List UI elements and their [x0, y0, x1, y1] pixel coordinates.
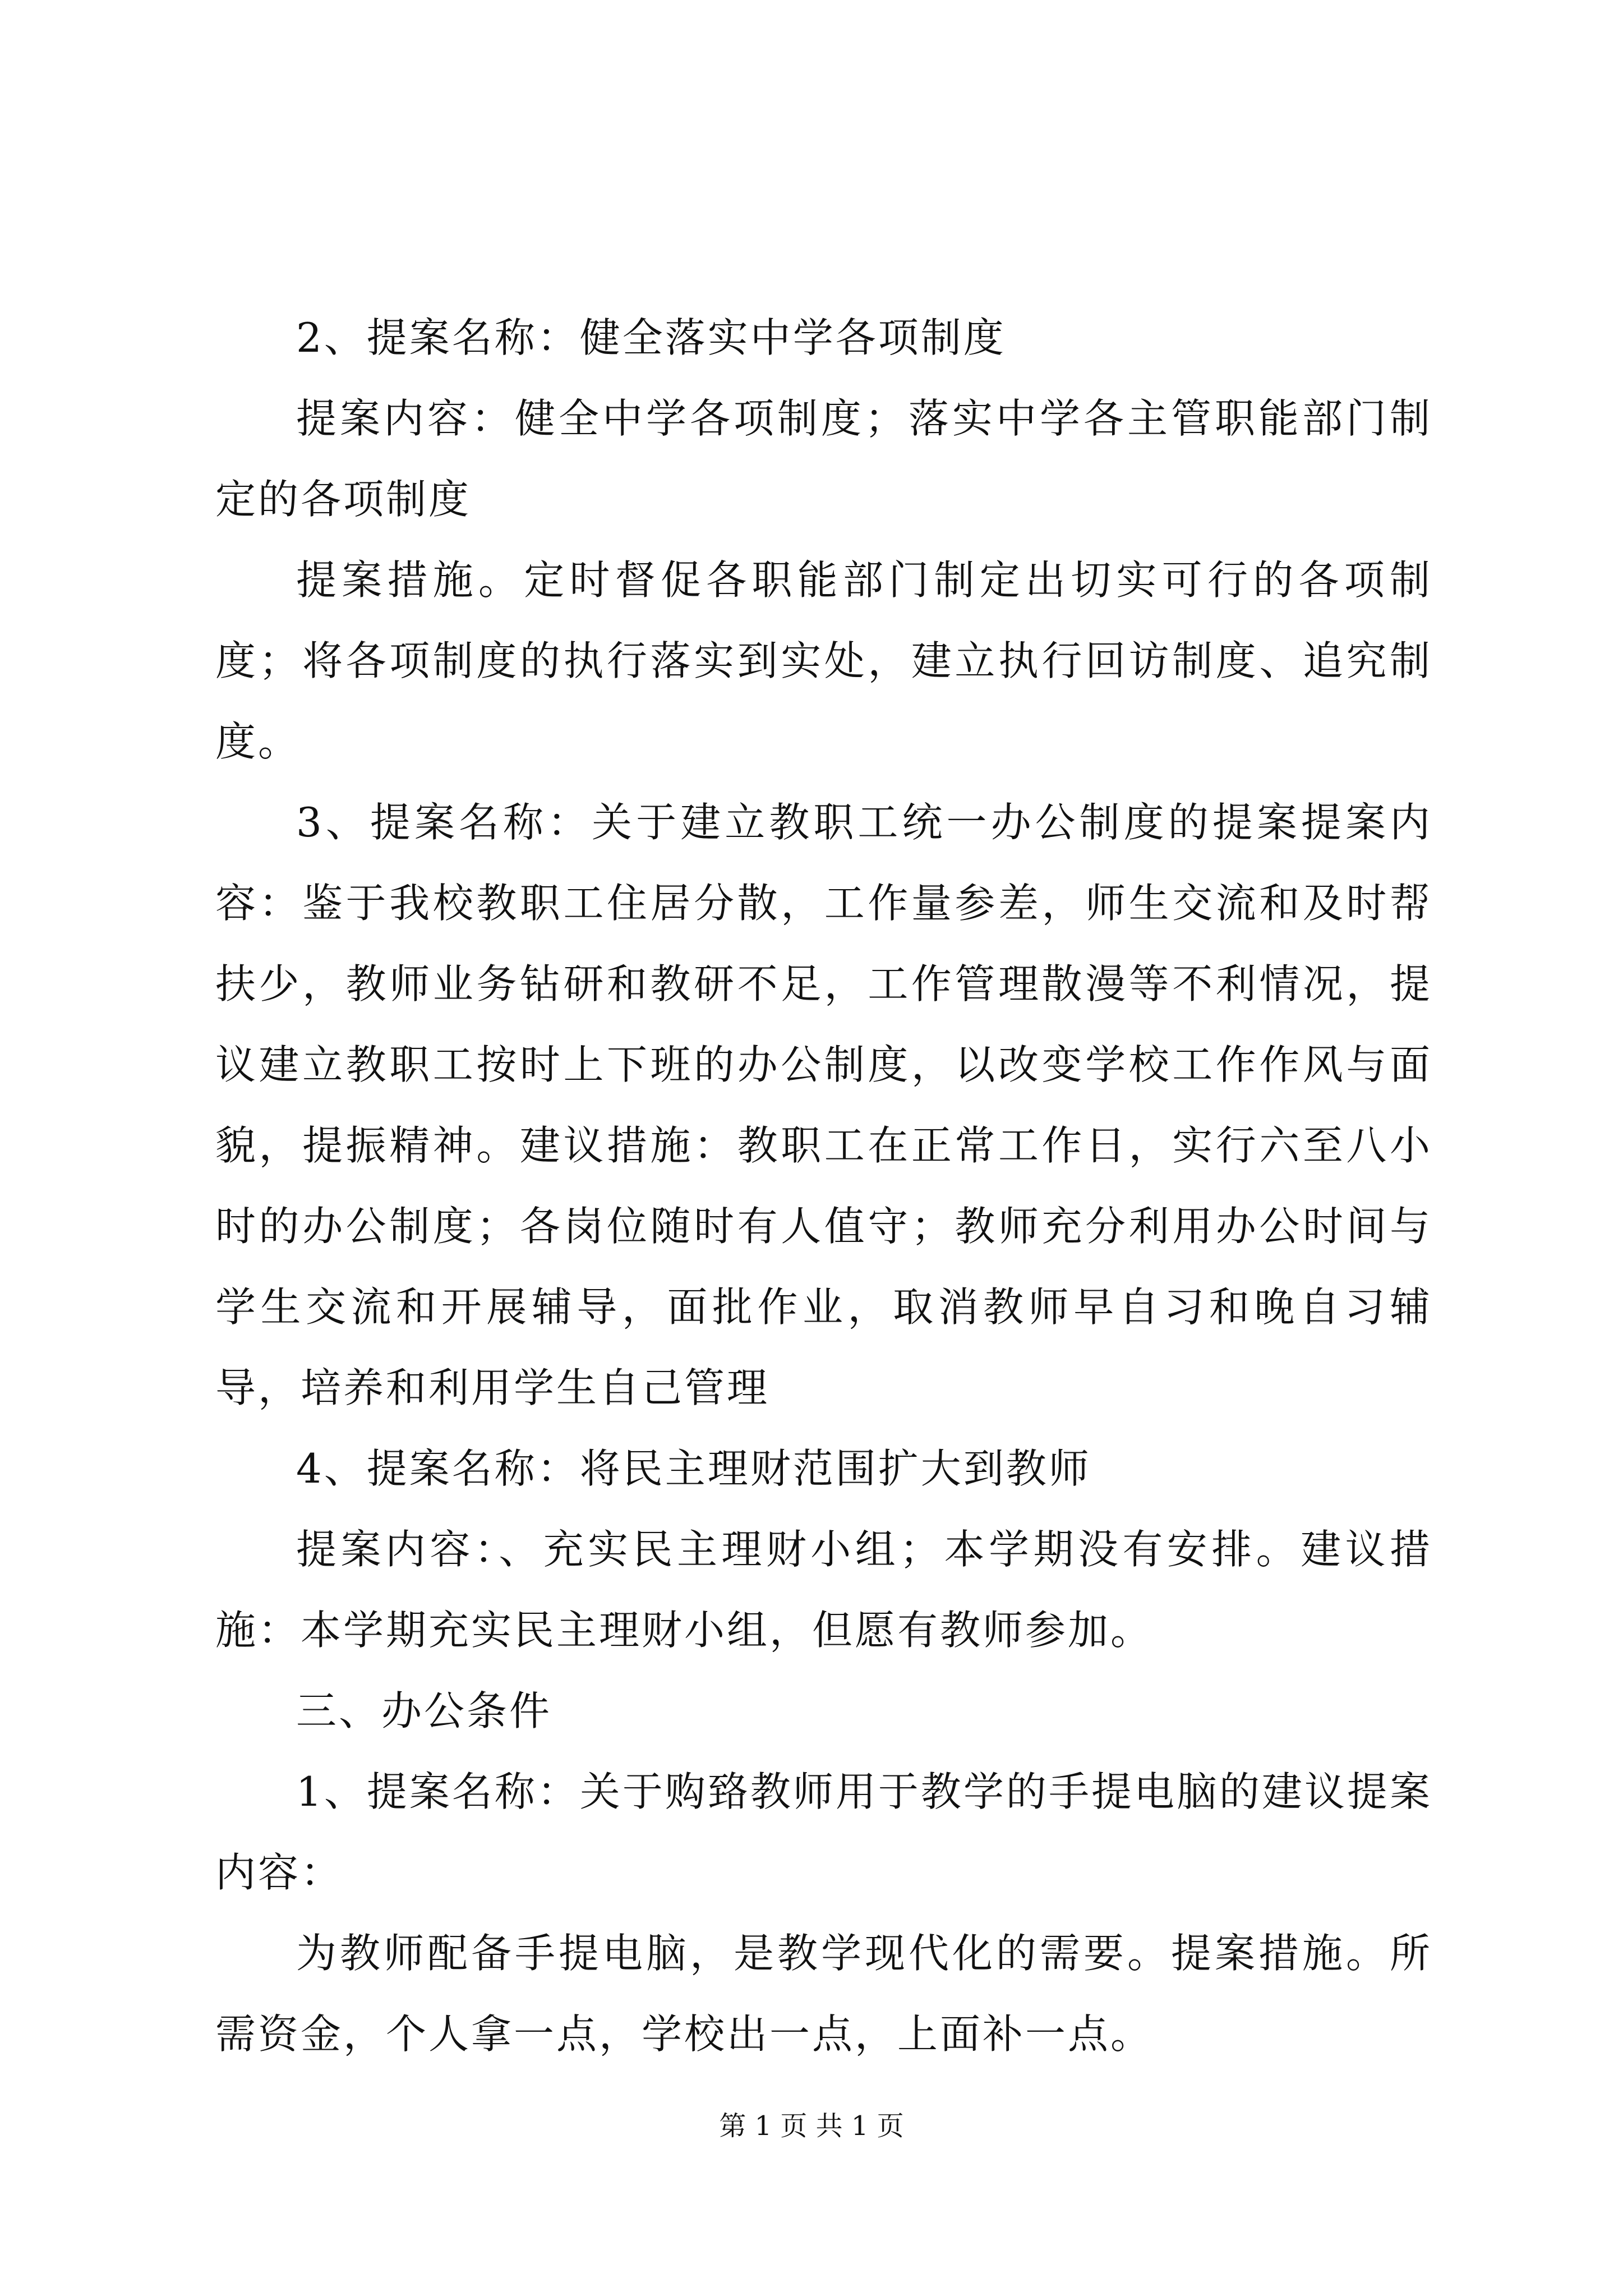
office-proposal-1-content: 为教师配备手提电脑，是教学现代化的需要。提案措施。所需资金，个人拿一点，学校出一点，上面补一点。 — [215, 1930, 1432, 2058]
proposal-4-content: 提案内容：、充实民主理财小组；本学期没有安排。建议措施：本学期充实民主理财小组，但愿有教师参加。 — [215, 1526, 1432, 1654]
page-footer: 第 1 页 共 1 页 — [719, 2110, 904, 2142]
proposal-2-content: 提案内容：健全中学各项制度；落实中学各主管职能部门制定的各项制度 — [215, 395, 1432, 523]
proposal-4-title: 4、提案名称：将民主理财范围扩大到教师 — [296, 1445, 1091, 1492]
document-body — [215, 297, 1432, 2074]
office-proposal-1-title: 1、提案名称：关于购臵教师用于教学的手提电脑的建议提案内容： — [215, 1768, 1432, 1896]
proposal-2-title: 2、提案名称：健全落实中学各项制度 — [296, 314, 1006, 361]
proposal-2-measures: 提案措施。定时督促各职能部门制定出切实可行的各项制度；将各项制度的执行落实到实处，建立执行回访制度、追究制度。 — [215, 556, 1432, 765]
section-heading-office-conditions: 三、办公条件 — [296, 1687, 552, 1734]
proposal-3-title-content: 3、提案名称：关于建立教职工统一办公制度的提案提案内容：鉴于我校教职工住居分散，工作量参差，师生交流和及时帮扶少，教师业务钻研和教研不足，工作管理散漫等不利情况，提议建立教职工按时上下班的办公制度，以改变学校工作作风与面貌，提振精神。建议措施：教职工在正常工作日，实行六至八小时的办公制度；各岗位随时有人值守；教师充分利用办公时间与学生交流和开展辅导，面批作业，取消教师早自习和晚自习辅导，培养和利用学生自己管理 — [215, 799, 1432, 1411]
